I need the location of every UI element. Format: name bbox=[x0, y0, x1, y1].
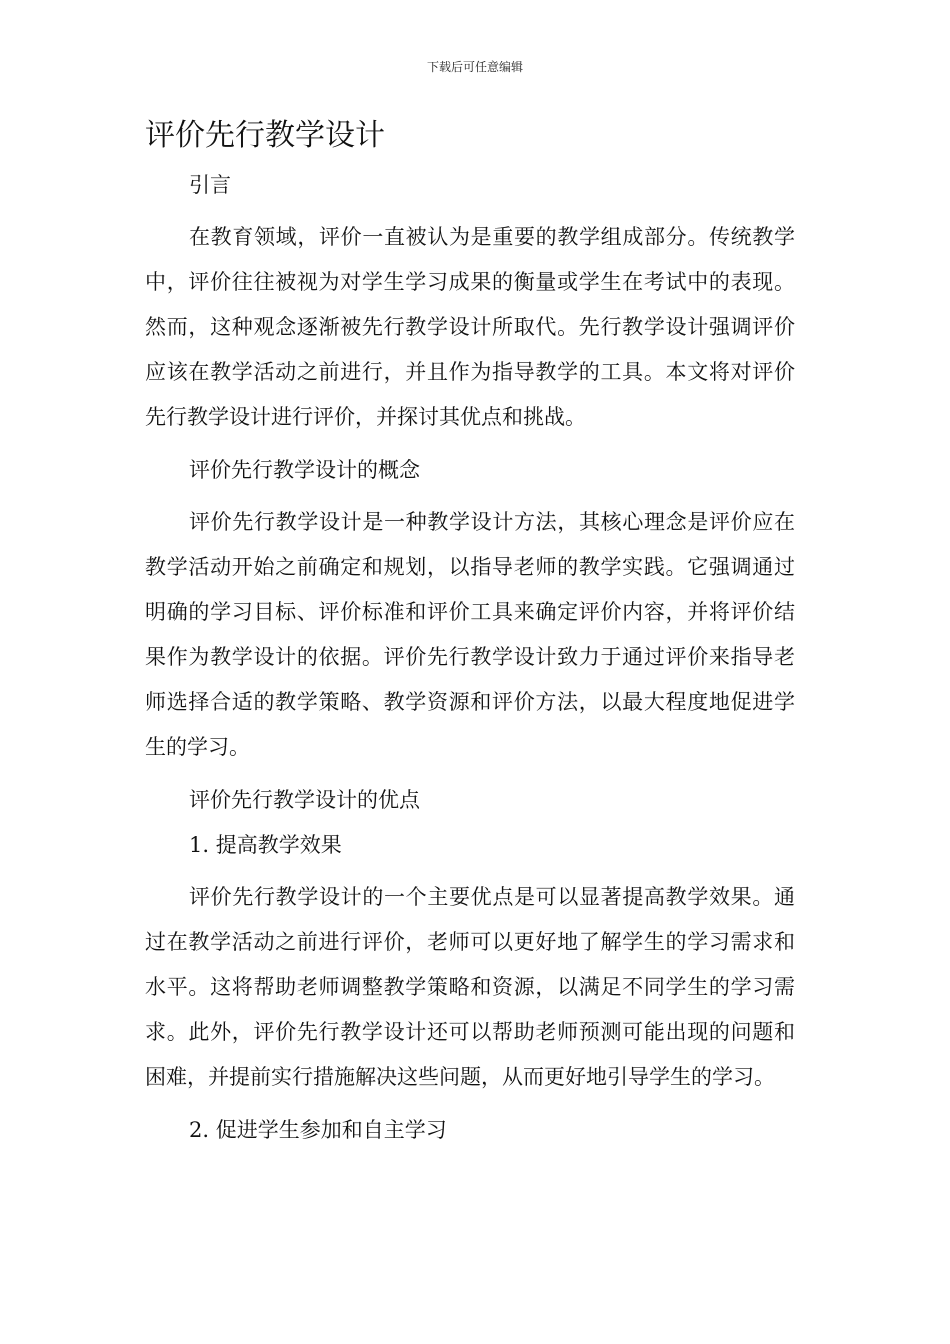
document-title: 评价先行教学设计 bbox=[145, 118, 385, 153]
paragraph-advantage-1: 评价先行教学设计的一个主要优点是可以显著提高教学效果。通过在教学活动之前进行评价，老师可以更好地了解学生的学习需求和水平。这将帮助老师调整教学策略和资源，以满足不同学生的学习需求。此外，评价先行教学设计还可以帮助老师预测可能出现的问题和困难，并提前实行措施解决这些问题，从而更好地引导学生的学习。 bbox=[145, 885, 795, 1089]
section-heading-intro: 引言 bbox=[189, 173, 231, 197]
list-heading-1: 1. 提高教学效果 bbox=[189, 833, 342, 857]
list-heading-2: 2. 促进学生参加和自主学习 bbox=[189, 1118, 447, 1142]
section-heading-advantages: 评价先行教学设计的优点 bbox=[189, 788, 420, 812]
header-note: 下载后可任意编辑 bbox=[426, 60, 523, 74]
paragraph-concept: 评价先行教学设计是一种教学设计方法，其核心理念是评价应在教学活动开始之前确定和规划，以指导老师的教学实践。它强调通过明确的学习目标、评价标准和评价工具来确定评价内容，并将评价结果作为教学设计的依据。评价先行教学设计致力于通过评价来指导老师选择合适的教学策略、教学资源和评价方法，以最大程度地促进学生的学习。 bbox=[145, 510, 795, 759]
paragraph-intro: 在教育领域，评价一直被认为是重要的教学组成部分。传统教学中，评价往往被视为对学生学习成果的衡量或学生在考试中的表现。然而，这种观念逐渐被先行教学设计所取代。先行教学设计强调评价应该在教学活动之前进行，并且作为指导教学的工具。本文将对评价先行教学设计进行评价，并探讨其优点和挑战。 bbox=[145, 225, 795, 429]
section-heading-concept: 评价先行教学设计的概念 bbox=[189, 458, 420, 482]
document-body bbox=[145, 170, 795, 1160]
